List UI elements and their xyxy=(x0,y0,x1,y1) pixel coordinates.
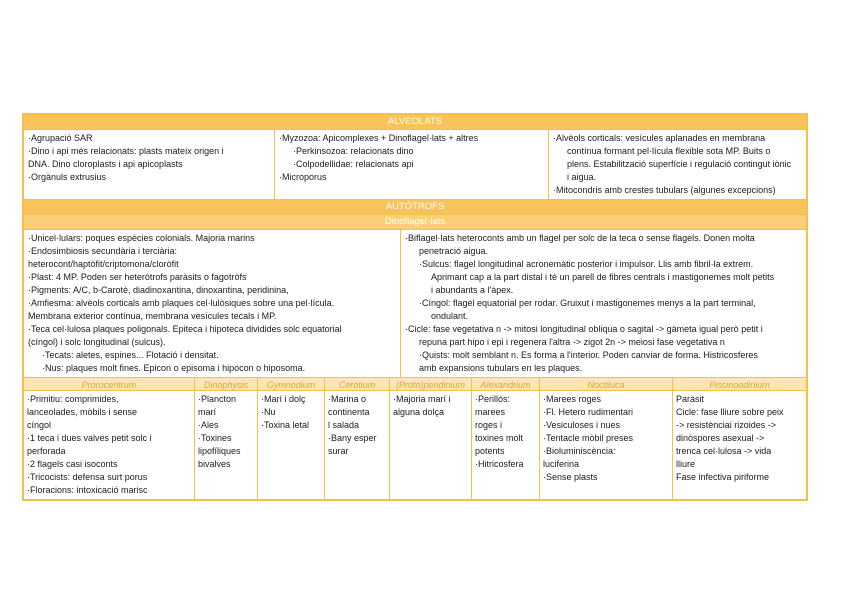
text-line: ·Perkinsozoa: relacionats dino xyxy=(293,146,414,156)
text-line: ·Teca cel·lulosa plaques poligonals. Epiteca i hipoteca dividides solc equatorial xyxy=(28,324,342,334)
text-line: ·Microporus xyxy=(279,172,327,182)
text-line: i abundants a l'àpex. xyxy=(431,285,514,295)
alveolats-col-1 xyxy=(24,130,274,199)
text-line: ·Orgànuls extrusius xyxy=(28,172,107,182)
text-line: lanceolades, mòbils i sense xyxy=(27,407,138,417)
text-line: ·Endosimbiosis secundària i terciària: xyxy=(28,246,178,256)
text-line: ·Tricocists: defensa surt porus xyxy=(27,472,148,482)
summary-table xyxy=(22,113,808,501)
text-line: Cicle: fase lliure sobre peix xyxy=(676,407,784,417)
alveolats-row xyxy=(24,130,806,200)
text-line: ·Nus: plaques molt fines. Epicon o episoma i hipocon o hiposoma. xyxy=(42,363,306,373)
text-line: ·Marina o xyxy=(328,394,367,404)
text-line: ·Majoria marí i xyxy=(393,394,451,404)
text-line: perforada xyxy=(27,446,66,456)
genus-header-gymnodium: Gymnodium xyxy=(257,378,324,390)
genus-header-piscinoodinium: Piscinoodinium xyxy=(672,378,806,390)
text-line: cíngol xyxy=(27,420,52,430)
text-line: ·2 flagels casi isoconts xyxy=(27,459,118,469)
text-line: toxines molt xyxy=(475,433,524,443)
genus-header-prorocentrum: Prorocentrum xyxy=(81,380,137,390)
text-line: marees xyxy=(475,407,506,417)
genus-cell-gymnodium xyxy=(257,391,324,499)
text-line: potents xyxy=(475,446,505,456)
text-line: ·Agrupació SAR xyxy=(28,133,93,143)
text-line: ·Sense plasts xyxy=(543,472,598,482)
text-line: ·Plancton xyxy=(198,394,237,404)
text-line: dinòspores asexual -> xyxy=(676,433,765,443)
genera-header-row xyxy=(24,378,806,391)
text-line: lliure xyxy=(676,459,696,469)
text-line: trenca cel·lulosa -> vida xyxy=(676,446,772,456)
text-line: luciferina xyxy=(543,459,580,469)
text-line: Paràsit xyxy=(676,394,705,404)
text-line: ·Marees roges xyxy=(543,394,602,404)
text-line: ·Biflagel·lats heteroconts amb un flagel per solc de la teca o sense flagels. Donen molta xyxy=(405,233,755,243)
text-line: roges i xyxy=(475,420,503,430)
genus-header-dinophysis: Dinophysis xyxy=(194,378,257,390)
text-line: ·Tentacle mòbil preses xyxy=(543,433,634,443)
genus-cell-dinophysis xyxy=(194,391,257,499)
text-line: Membrana exterior contínua, membrana vesícules tecals i MP. xyxy=(28,311,277,321)
text-line: ·Ales xyxy=(198,420,219,430)
genera-body-row xyxy=(24,391,806,499)
text-line: ·Vesiculoses i nues xyxy=(543,420,621,430)
text-line: ·Perillós: xyxy=(475,394,511,404)
genus-cell-cerotium xyxy=(324,391,389,499)
text-line: ·Cíngol: flagel equatorial per rodar. Gruixut i mastigonemes menys a la part terminal, xyxy=(419,298,756,308)
text-line: lipofíliques xyxy=(198,446,241,456)
text-line: Aprimant cap a la part distal i té un parell de fibres centrals i mastigonemes molt petits xyxy=(431,272,775,282)
text-line: -> resistènciai rizoides -> xyxy=(676,420,777,430)
text-line: ·Unicel·lulars: poques espècies colonials. Majoria marins xyxy=(28,233,255,243)
text-line: ·Bioluminiscència: xyxy=(543,446,616,456)
text-line: i aigua. xyxy=(567,172,597,182)
text-line: ·Fl. Hetero rudimentari xyxy=(543,407,634,417)
text-line: ·1 teca i dues valves petit solc i xyxy=(27,433,152,443)
text-line: continenta xyxy=(328,407,370,417)
text-line: ·Pigments: A/C, b-Carotè, diadinoxantina, dinoxantina, peridinina, xyxy=(28,285,289,295)
text-line: ·Marí i dolç xyxy=(261,394,306,404)
text-line: marí xyxy=(198,407,216,417)
text-line: ·Floracions: intoxicació marisc xyxy=(27,485,148,495)
dinoflagellats-header: Dinoflagel·lats xyxy=(24,215,806,230)
text-line: contínua formant pel·lícula flexible sota MP. Buits o xyxy=(567,146,771,156)
genus-cell-piscinoodinium xyxy=(672,391,806,499)
text-line: ·Hitricosfera xyxy=(475,459,524,469)
genus-header-noctiluca: Noctiluca xyxy=(539,378,672,390)
alveolats-header: ALVEOLATS xyxy=(24,115,806,130)
text-line: ·Sulcus: flagel longitudinal acronemàtic posterior i impulsor. Llis amb fibril·la extrem. xyxy=(419,259,754,269)
text-line: ·Amfiesma: alvèols corticals amb plaques cel·lulòsiques sobre una pel·lícula. xyxy=(28,298,335,308)
text-line: Fase infectiva piriforme xyxy=(676,472,770,482)
genus-cell-prorocentrum xyxy=(24,391,194,499)
text-line: ·Plast: 4 MP. Poden ser heteròtrofs paràsits o fagotròfs xyxy=(28,272,247,282)
text-line: bivalves xyxy=(198,459,231,469)
text-line: ·Nu xyxy=(261,407,276,417)
text-line: ·Alvèols corticals: vesícules aplanades en membrana xyxy=(553,133,766,143)
genus-header-alexandrium: Alexandrium xyxy=(471,378,539,390)
text-line: heterocont/haptòfit/criptomona/cloròfit xyxy=(28,259,179,269)
text-line: ·Primitiu: comprimides, xyxy=(27,394,119,404)
text-line: ·Quists: molt semblant n. Es forma a l'interior. Poden canviar de forma. Histricosferes xyxy=(419,350,758,360)
autotrofs-header: AUTÒTROFS xyxy=(24,200,806,215)
text-line: l salada xyxy=(328,420,360,430)
text-line: ·Toxines xyxy=(198,433,232,443)
text-line: (cíngol) i solc longitudinal (sulcus). xyxy=(28,337,166,347)
genus-cell-alexandrium xyxy=(471,391,539,499)
dinoflagellats-left xyxy=(24,230,400,377)
genus-cell-noctiluca xyxy=(539,391,672,499)
text-line: ondulant. xyxy=(431,311,469,321)
text-line: ·Dino i api més relacionats: plasts mateix origen i xyxy=(28,146,224,156)
genus-cell-protoperidinium xyxy=(389,391,471,499)
text-line: alguna dolça xyxy=(393,407,445,417)
text-line: ·Colpodellidae: relacionats api xyxy=(293,159,414,169)
text-line: repuna part hipo i epi i regenera l'altra -> zigot 2n -> meiosi fase vegetativa n xyxy=(419,337,725,347)
genus-header-protoperidinium: (Proto)peridinium xyxy=(389,378,471,390)
text-line: ·Tecats: aletes, espines... Flotació i densitat. xyxy=(42,350,219,360)
text-line: ·Mitocondris amb crestes tubulars (algunes excepcions) xyxy=(553,185,776,195)
text-line: amb expansions tubulars en les plaques. xyxy=(419,363,583,373)
text-line: plens. Estabilització superfície i regulació contingut iònic xyxy=(567,159,792,169)
text-line: surar xyxy=(328,446,349,456)
genus-header-cerotium: Cerotium xyxy=(324,378,389,390)
text-line: ·Myzozoa: Apicomplexes + Dinoflagel·lats + altres xyxy=(279,133,479,143)
dinoflagellats-row xyxy=(24,230,806,378)
dinoflagellats-right xyxy=(400,230,806,377)
alveolats-col-2 xyxy=(274,130,548,199)
alveolats-col-3 xyxy=(548,130,806,199)
text-line: ·Cicle: fase vegetativa n -> mitosi longitudinal obliqua o sagital -> gàmeta igual però petit i xyxy=(405,324,763,334)
text-line: penetració aigua. xyxy=(419,246,489,256)
text-line: ·Toxina letal xyxy=(261,420,310,430)
text-line: ·Bany esper xyxy=(328,433,377,443)
text-line: DNA. Dino cloroplasts i api apicoplasts xyxy=(28,159,183,169)
